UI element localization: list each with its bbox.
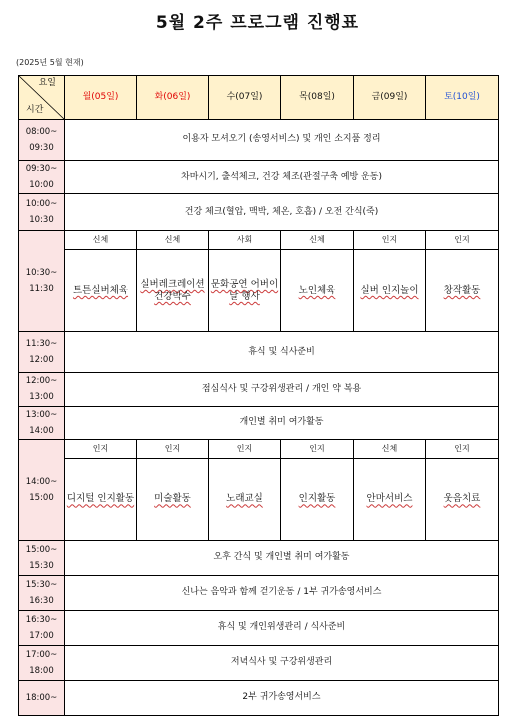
activity-cell: [65, 406, 499, 439]
time-end: 09:30: [29, 143, 54, 153]
time-start: 12:00~: [25, 376, 58, 387]
program-cell: [137, 250, 209, 332]
day-header-tue: 화(06일): [137, 76, 209, 120]
program-cell: [137, 458, 209, 540]
time-cell: [19, 540, 65, 575]
time-cell: [19, 161, 65, 194]
program-cell: [65, 458, 137, 540]
category-cell: 신체: [281, 231, 354, 250]
corner-cell: [19, 76, 65, 120]
time-start: 11:30~: [25, 339, 58, 350]
schedule-row: [19, 540, 499, 575]
program-name: 디지털 인지활동: [66, 493, 135, 505]
day-header-mon: 월(05일): [65, 76, 137, 120]
activity-cell: [65, 540, 499, 575]
time-end: 10:30: [29, 215, 54, 226]
activity-text: 저녁식사 및 구강위생관리: [230, 657, 333, 668]
category-cell: 신체: [137, 231, 209, 250]
schedule-row: [19, 610, 499, 645]
schedule-row: [19, 680, 499, 715]
day-header-thu: 목(08일): [281, 76, 354, 120]
activity-cell: [65, 575, 499, 610]
activity-text: 개인별 취미 여가활동: [239, 417, 324, 428]
header-row: [19, 76, 499, 120]
activity-text: 신나는 음악과 함께 걷기운동 / 1부 귀가송영서비스: [181, 587, 382, 598]
time-start: 10:00~: [25, 199, 58, 210]
time-start: 09:30~: [25, 164, 58, 174]
activity-cell: [65, 680, 499, 715]
time-end: 15:00: [29, 492, 54, 503]
activity-text: 2부 귀가송영서비스: [242, 692, 321, 703]
schedule-row: [19, 332, 499, 373]
activity-text: 건강 체크(혈압, 맥박, 체온, 호흡) / 오전 간식(죽): [184, 206, 379, 217]
program-name: 미술활동: [154, 493, 191, 505]
schedule-row: [19, 645, 499, 680]
activity-cell: [65, 645, 499, 680]
program-name: 인지활동: [298, 493, 336, 505]
time-start: 17:00~: [25, 649, 58, 660]
program-name: 웃음치료: [443, 493, 481, 505]
program-name: 창작활동: [443, 284, 481, 296]
program-row: [19, 250, 499, 332]
time-end: 12:00: [29, 355, 54, 366]
program-name: 안마서비스: [366, 493, 413, 505]
program-name: 노래교실: [226, 493, 263, 505]
day-header-fri: 금(09일): [354, 76, 426, 120]
time-start: 10:30~: [25, 268, 58, 279]
time-cell: [19, 373, 65, 406]
schedule-row: [19, 575, 499, 610]
schedule-row: [19, 373, 499, 406]
program-name: 실버 인지놀이: [360, 284, 419, 296]
activity-cell: [65, 161, 499, 194]
program-cell: [426, 458, 499, 540]
program-name: 문화공연 어버이날 행사: [210, 278, 279, 302]
activity-text: 오후 간식 및 개인별 취미 여가활동: [213, 552, 350, 563]
category-cell: 인지: [137, 439, 209, 458]
activity-text: 이용자 모셔오기 (송영서비스) 및 개인 소지품 정리: [182, 134, 381, 145]
time-cell: [19, 231, 65, 332]
program-name: 노인체육: [298, 284, 336, 296]
activity-cell: [65, 373, 499, 406]
program-name: 실버레크레이션 건강박수: [140, 278, 205, 302]
activity-text: 점심식사 및 구강위생관리 / 개인 약 복용: [201, 383, 362, 394]
schedule-row: [19, 194, 499, 231]
schedule-row: [19, 406, 499, 439]
program-cell: [354, 250, 426, 332]
schedule-row: [19, 161, 499, 194]
page-title: 5월 2주 프로그램 진행표: [155, 13, 360, 33]
program-cell: [209, 250, 281, 332]
category-cell: 인지: [65, 439, 137, 458]
category-cell: 신체: [65, 231, 137, 250]
time-end: 16:30: [29, 595, 54, 606]
program-row: [19, 458, 499, 540]
schedule-table: [18, 75, 499, 716]
corner-time-label: 시간: [26, 104, 44, 115]
activity-cell: [65, 610, 499, 645]
time-start: 18:00~: [25, 692, 58, 703]
time-start: 16:30~: [25, 614, 58, 625]
activity-text: 휴식 및 개인위생관리 / 식사준비: [217, 622, 346, 633]
activity-text: 휴식 및 식사준비: [248, 346, 315, 357]
time-start: 14:00~: [25, 476, 58, 487]
time-start: 15:30~: [25, 579, 58, 590]
day-header-wed: 수(07일): [209, 76, 281, 120]
activity-cell: [65, 332, 499, 373]
category-cell: 신체: [354, 439, 426, 458]
program-cell: [209, 458, 281, 540]
time-cell: [19, 645, 65, 680]
time-end: 15:30: [29, 560, 54, 571]
time-end: 10:00: [29, 180, 54, 191]
time-cell: [19, 120, 65, 161]
time-start: 13:00~: [25, 409, 58, 420]
date-note: (2025년 5월 현재): [16, 58, 84, 67]
category-cell: 인지: [426, 439, 499, 458]
time-cell: [19, 332, 65, 373]
category-cell: 사회: [209, 231, 281, 250]
program-cell: [281, 250, 354, 332]
activity-text: 차마시기, 출석체크, 건강 체조(관절구축 예방 운동): [181, 171, 382, 182]
activity-cell: [65, 194, 499, 231]
time-end: 18:00: [29, 665, 54, 676]
time-cell: [19, 194, 65, 231]
category-row: [19, 231, 499, 250]
category-row: [19, 439, 499, 458]
time-end: 11:30: [29, 284, 54, 295]
time-cell: [19, 610, 65, 645]
time-start: 15:00~: [25, 544, 58, 555]
time-cell: [19, 439, 65, 540]
category-cell: 인지: [209, 439, 281, 458]
time-end: 17:00: [29, 630, 54, 641]
day-header-sat: 토(10일): [426, 76, 499, 120]
corner-day-label: 요일: [38, 78, 56, 88]
category-cell: 인지: [281, 439, 354, 458]
time-end: 13:00: [29, 392, 54, 403]
time-end: 14:00: [29, 425, 54, 436]
program-cell: [281, 458, 354, 540]
time-cell: [19, 575, 65, 610]
time-cell: [19, 680, 65, 715]
program-cell: [426, 250, 499, 332]
program-cell: [65, 250, 137, 332]
activity-cell: [65, 120, 499, 161]
category-cell: 인지: [426, 231, 499, 250]
program-name: 트튼실버체육: [72, 284, 129, 296]
time-start: 08:00~: [25, 126, 58, 137]
category-cell: 인지: [354, 231, 426, 250]
program-cell: [354, 458, 426, 540]
time-cell: [19, 406, 65, 439]
schedule-row: [19, 120, 499, 161]
